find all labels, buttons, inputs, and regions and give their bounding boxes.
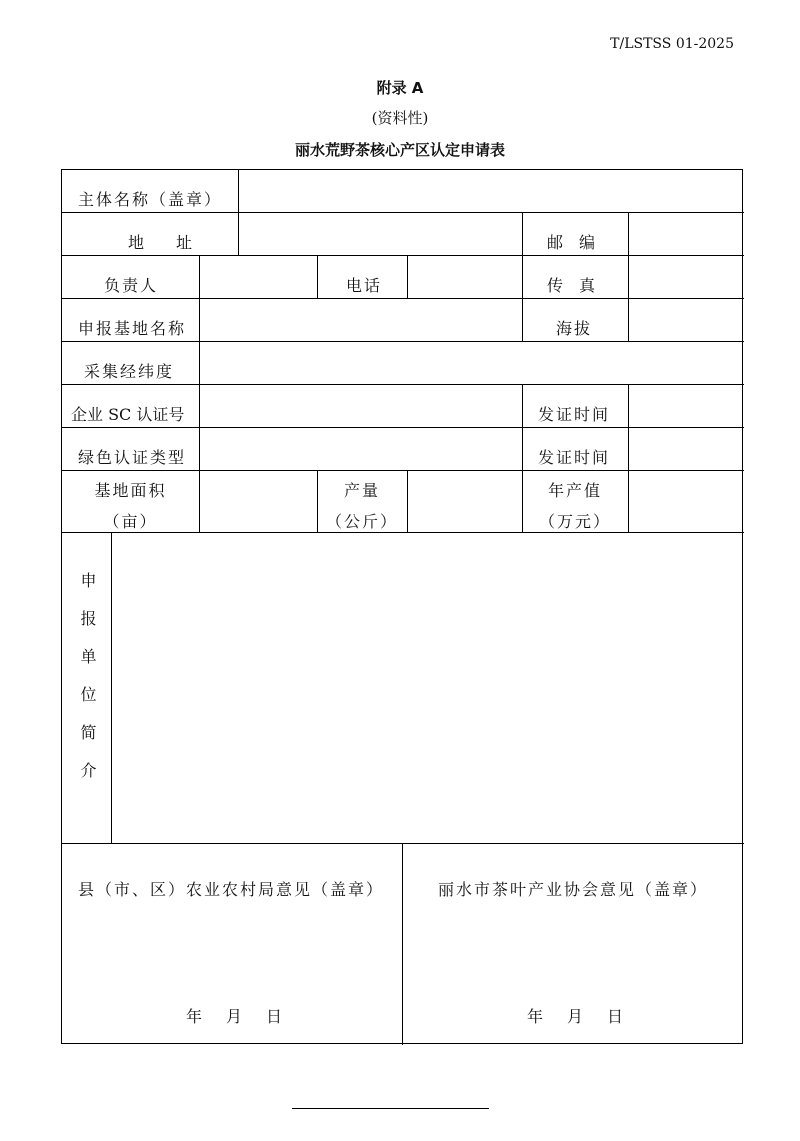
form-title: 丽水荒野茶核心产区认定申请表 bbox=[294, 141, 505, 159]
association-date: 年 月 日 bbox=[527, 1007, 628, 1026]
postcode-field[interactable] bbox=[629, 213, 743, 255]
output-unit: （公斤） bbox=[325, 512, 398, 531]
coordinates-field[interactable] bbox=[200, 342, 743, 384]
sc-cert-label: 企业 SC 认证号 bbox=[71, 405, 185, 424]
association-opinion-label: 丽水市茶叶产业协会意见（盖章） bbox=[438, 880, 709, 899]
annual-value-unit: （万元） bbox=[538, 512, 611, 531]
address-field[interactable] bbox=[239, 213, 521, 255]
issue-time-label: 发证时间 bbox=[538, 448, 611, 467]
fax-field[interactable] bbox=[629, 256, 743, 298]
sc-cert-field[interactable] bbox=[200, 385, 521, 427]
green-cert-label: 绿色认证类型 bbox=[78, 448, 187, 467]
coordinates-label: 采集经纬度 bbox=[84, 362, 175, 381]
address-label: 地 址 bbox=[128, 233, 193, 252]
phone-label: 电话 bbox=[346, 276, 383, 295]
appendix-title: 附录 A bbox=[376, 79, 424, 97]
green-cert-field[interactable] bbox=[200, 428, 521, 470]
postcode-label: 邮 编 bbox=[547, 233, 596, 252]
application-form-table bbox=[61, 169, 743, 1044]
base-area-label: 基地面积 bbox=[94, 481, 167, 500]
appendix-note: (资料性) bbox=[371, 109, 429, 127]
entity-name-field[interactable] bbox=[239, 171, 743, 212]
intro-label: 申报单位简介 bbox=[78, 572, 97, 800]
phone-field[interactable] bbox=[408, 256, 521, 298]
issue-time-label: 发证时间 bbox=[538, 405, 611, 424]
green-issue-time-field[interactable] bbox=[629, 428, 743, 470]
intro-field[interactable] bbox=[112, 533, 743, 843]
entity-name-label: 主体名称（盖章） bbox=[78, 190, 223, 209]
base-name-label: 申报基地名称 bbox=[78, 319, 187, 338]
annual-value-label: 年产值 bbox=[547, 481, 602, 500]
base-area-field[interactable] bbox=[200, 471, 316, 532]
footer-rule bbox=[292, 1108, 489, 1109]
fax-label: 传 真 bbox=[547, 276, 596, 295]
person-in-charge-field[interactable] bbox=[200, 256, 316, 298]
person-in-charge-label: 负责人 bbox=[104, 276, 159, 295]
sc-issue-time-field[interactable] bbox=[629, 385, 743, 427]
intro-label-cell bbox=[62, 532, 111, 843]
base-name-field[interactable] bbox=[200, 299, 521, 341]
county-opinion-label: 县（市、区）农业农村局意见（盖章） bbox=[78, 880, 385, 899]
altitude-field[interactable] bbox=[629, 299, 743, 341]
annual-value-field[interactable] bbox=[629, 471, 743, 532]
altitude-label: 海拔 bbox=[556, 319, 593, 338]
output-label: 产量 bbox=[343, 481, 380, 500]
county-date: 年 月 日 bbox=[186, 1007, 287, 1026]
document-code: T/LSTSS 01-2025 bbox=[610, 36, 734, 52]
output-field[interactable] bbox=[408, 471, 521, 532]
base-area-unit: （亩） bbox=[103, 512, 158, 531]
